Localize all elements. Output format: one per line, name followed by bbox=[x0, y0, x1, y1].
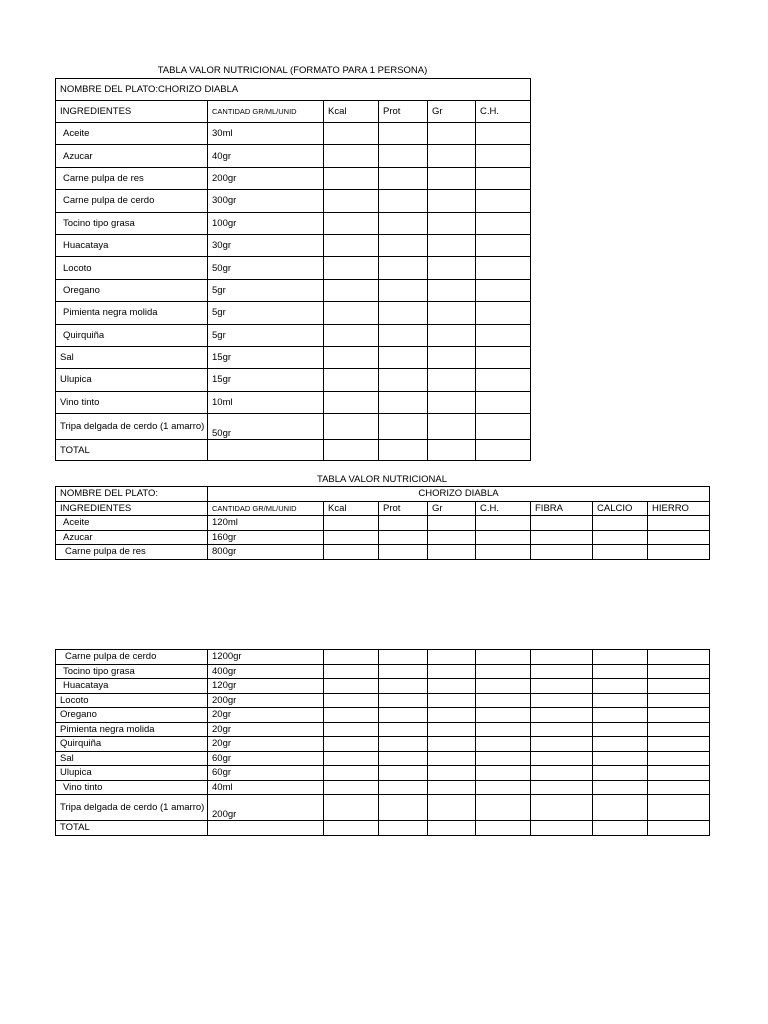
nutrient-cell[interactable] bbox=[648, 545, 710, 560]
ingredient-name: Aceite bbox=[56, 516, 208, 531]
ingredient-quantity: 300gr bbox=[208, 190, 324, 212]
nutrient-cell[interactable] bbox=[324, 302, 379, 324]
nutrient-cell[interactable] bbox=[476, 257, 531, 279]
nutrient-cell[interactable] bbox=[476, 279, 531, 301]
nutrient-cell[interactable] bbox=[648, 650, 710, 665]
ingredient-quantity: 5gr bbox=[208, 302, 324, 324]
nutrient-cell[interactable] bbox=[324, 123, 379, 145]
total-cell[interactable] bbox=[208, 440, 324, 461]
ingredient-name: Carne pulpa de res bbox=[56, 167, 208, 189]
ingredient-quantity: 400gr bbox=[208, 664, 324, 679]
nutrient-cell[interactable] bbox=[428, 795, 476, 821]
nutrient-cell[interactable] bbox=[593, 780, 648, 795]
nutrient-cell[interactable] bbox=[428, 708, 476, 723]
nutrient-cell[interactable] bbox=[428, 766, 476, 781]
nutrient-cell[interactable] bbox=[476, 679, 531, 694]
header-hierro: HIERRO bbox=[648, 501, 710, 516]
nutrient-cell[interactable] bbox=[648, 664, 710, 679]
ingredient-name: Quirquiña bbox=[56, 324, 208, 346]
nutrient-cell[interactable] bbox=[593, 664, 648, 679]
nutrient-cell[interactable] bbox=[379, 346, 428, 368]
nutrient-cell[interactable] bbox=[324, 766, 379, 781]
header-prot: Prot bbox=[379, 101, 428, 123]
nutrient-cell[interactable] bbox=[476, 650, 531, 665]
nutrient-cell[interactable] bbox=[379, 766, 428, 781]
ingredient-name: Carne pulpa de cerdo bbox=[56, 190, 208, 212]
nutrient-cell[interactable] bbox=[476, 766, 531, 781]
header-ch: C.H. bbox=[476, 101, 531, 123]
nutrient-cell[interactable] bbox=[428, 369, 476, 391]
ingredient-quantity: 100gr bbox=[208, 212, 324, 234]
nutrient-cell[interactable] bbox=[476, 123, 531, 145]
nutrient-cell[interactable] bbox=[428, 780, 476, 795]
ingredient-quantity: 15gr bbox=[208, 346, 324, 368]
nutrient-cell[interactable] bbox=[379, 780, 428, 795]
nutrient-cell[interactable] bbox=[428, 516, 476, 531]
nutrient-cell[interactable] bbox=[428, 722, 476, 737]
table-row bbox=[56, 324, 531, 346]
nutrient-cell[interactable] bbox=[428, 190, 476, 212]
nutrient-cell[interactable] bbox=[476, 346, 531, 368]
nutrient-cell[interactable] bbox=[531, 693, 593, 708]
nutrient-cell[interactable] bbox=[476, 516, 531, 531]
nutrient-cell[interactable] bbox=[379, 650, 428, 665]
total-cell[interactable] bbox=[324, 440, 379, 461]
total-cell[interactable] bbox=[379, 440, 428, 461]
ingredient-name: Ulupica bbox=[56, 369, 208, 391]
ingredient-name: Tocino tipo grasa bbox=[56, 664, 208, 679]
total-cell[interactable] bbox=[379, 821, 428, 836]
ingredient-quantity: 40gr bbox=[208, 145, 324, 167]
nutrient-cell[interactable] bbox=[531, 795, 593, 821]
table-row bbox=[56, 145, 531, 167]
header-ingredientes: INGREDIENTES bbox=[56, 101, 208, 123]
ingredient-quantity: 1200gr bbox=[208, 650, 324, 665]
nutrient-cell[interactable] bbox=[379, 279, 428, 301]
table-row bbox=[56, 530, 710, 545]
nutrient-cell[interactable] bbox=[379, 530, 428, 545]
nutrient-cell[interactable] bbox=[476, 693, 531, 708]
nutrient-cell[interactable] bbox=[476, 795, 531, 821]
table-row bbox=[56, 279, 531, 301]
ingredient-name: Azucar bbox=[56, 145, 208, 167]
total-label: TOTAL bbox=[56, 440, 208, 461]
nutrient-cell[interactable] bbox=[531, 516, 593, 531]
nutrient-cell[interactable] bbox=[324, 650, 379, 665]
nutrient-cell[interactable] bbox=[648, 751, 710, 766]
nutrient-cell[interactable] bbox=[531, 708, 593, 723]
table-row bbox=[56, 257, 531, 279]
nutrient-cell[interactable] bbox=[531, 545, 593, 560]
ingredient-quantity: 200gr bbox=[208, 795, 324, 821]
total-cell[interactable] bbox=[476, 440, 531, 461]
nutrient-cell[interactable] bbox=[379, 795, 428, 821]
ingredient-quantity: 30ml bbox=[208, 123, 324, 145]
nutrient-cell[interactable] bbox=[379, 516, 428, 531]
header-cantidad: CANTIDAD GR/ML/UNID bbox=[208, 501, 324, 516]
ingredient-name: Locoto bbox=[56, 257, 208, 279]
total-cell[interactable] bbox=[531, 821, 593, 836]
nutrient-cell[interactable] bbox=[324, 369, 379, 391]
nutrient-cell[interactable] bbox=[476, 737, 531, 752]
ingredient-name: Tocino tipo grasa bbox=[56, 212, 208, 234]
ingredient-quantity: 160gr bbox=[208, 530, 324, 545]
total-cell[interactable] bbox=[476, 821, 531, 836]
nutrient-cell[interactable] bbox=[324, 212, 379, 234]
nutrient-cell[interactable] bbox=[476, 722, 531, 737]
ingredient-name: Locoto bbox=[56, 693, 208, 708]
nutrient-cell[interactable] bbox=[428, 257, 476, 279]
nutrient-cell[interactable] bbox=[324, 751, 379, 766]
nutrient-cell[interactable] bbox=[648, 693, 710, 708]
nutrient-cell[interactable] bbox=[476, 414, 531, 440]
ingredient-quantity: 50gr bbox=[208, 257, 324, 279]
nutrient-cell[interactable] bbox=[379, 123, 428, 145]
nutrient-cell[interactable] bbox=[428, 279, 476, 301]
nutrient-cell[interactable] bbox=[593, 737, 648, 752]
nutrient-cell[interactable] bbox=[476, 369, 531, 391]
nutrient-cell[interactable] bbox=[531, 737, 593, 752]
total-cell[interactable] bbox=[428, 440, 476, 461]
table-row bbox=[56, 346, 531, 368]
nutrient-cell[interactable] bbox=[379, 722, 428, 737]
ingredient-name: Ulupica bbox=[56, 766, 208, 781]
nutrition-table-full-continued bbox=[55, 649, 710, 836]
nutrient-cell[interactable] bbox=[531, 530, 593, 545]
nutrient-cell[interactable] bbox=[379, 414, 428, 440]
header-calcio: CALCIO bbox=[593, 501, 648, 516]
table-row bbox=[56, 780, 710, 795]
nutrient-cell[interactable] bbox=[531, 780, 593, 795]
header-gr: Gr bbox=[428, 501, 476, 516]
nutrient-cell[interactable] bbox=[476, 708, 531, 723]
ingredient-quantity: 800gr bbox=[208, 545, 324, 560]
nutrient-cell[interactable] bbox=[428, 545, 476, 560]
nutrient-cell[interactable] bbox=[324, 516, 379, 531]
ingredient-name: Oregano bbox=[56, 708, 208, 723]
nutrient-cell[interactable] bbox=[476, 212, 531, 234]
nutrient-cell[interactable] bbox=[593, 530, 648, 545]
total-cell[interactable] bbox=[208, 821, 324, 836]
ingredient-quantity: 200gr bbox=[208, 167, 324, 189]
table-row bbox=[56, 234, 531, 256]
nutrient-cell[interactable] bbox=[324, 279, 379, 301]
nutrient-cell[interactable] bbox=[324, 167, 379, 189]
nutrient-cell[interactable] bbox=[476, 145, 531, 167]
nutrient-cell[interactable] bbox=[476, 324, 531, 346]
table-row bbox=[56, 650, 710, 665]
total-cell[interactable] bbox=[648, 821, 710, 836]
nutrient-cell[interactable] bbox=[593, 751, 648, 766]
nutrient-cell[interactable] bbox=[428, 167, 476, 189]
nutrient-cell[interactable] bbox=[428, 650, 476, 665]
nutrient-cell[interactable] bbox=[428, 414, 476, 440]
nutrient-cell[interactable] bbox=[531, 650, 593, 665]
nutrient-cell[interactable] bbox=[476, 167, 531, 189]
ingredient-name: Oregano bbox=[56, 279, 208, 301]
nutrient-cell[interactable] bbox=[593, 516, 648, 531]
nutrient-cell[interactable] bbox=[593, 650, 648, 665]
header-gr: Gr bbox=[428, 101, 476, 123]
table-row bbox=[56, 545, 710, 560]
nutrient-cell[interactable] bbox=[379, 302, 428, 324]
total-label: TOTAL bbox=[56, 821, 208, 836]
ingredient-quantity: 120gr bbox=[208, 679, 324, 694]
nutrient-cell[interactable] bbox=[324, 679, 379, 694]
ingredient-quantity: 40ml bbox=[208, 780, 324, 795]
ingredient-name: Carne pulpa de res bbox=[56, 545, 208, 560]
nutrient-cell[interactable] bbox=[476, 302, 531, 324]
nutrient-cell[interactable] bbox=[428, 324, 476, 346]
nutrient-cell[interactable] bbox=[324, 190, 379, 212]
nutrient-cell[interactable] bbox=[324, 545, 379, 560]
dish-name[interactable]: CHORIZO DIABLA bbox=[208, 487, 710, 502]
header-prot: Prot bbox=[379, 501, 428, 516]
ingredient-quantity: 5gr bbox=[208, 324, 324, 346]
nutrient-cell[interactable] bbox=[476, 391, 531, 413]
nutrient-cell[interactable] bbox=[476, 664, 531, 679]
ingredient-name: Vino tinto bbox=[56, 780, 208, 795]
ingredient-quantity: 20gr bbox=[208, 722, 324, 737]
nutrient-cell[interactable] bbox=[428, 737, 476, 752]
table-row bbox=[56, 414, 531, 440]
nutrient-cell[interactable] bbox=[531, 751, 593, 766]
nutrient-cell[interactable] bbox=[324, 795, 379, 821]
header-kcal: Kcal bbox=[324, 101, 379, 123]
nutrient-cell[interactable] bbox=[476, 190, 531, 212]
ingredient-quantity: 60gr bbox=[208, 766, 324, 781]
table-row bbox=[56, 679, 710, 694]
nutrient-cell[interactable] bbox=[531, 722, 593, 737]
ingredient-name: Quirquiña bbox=[56, 737, 208, 752]
table-row bbox=[56, 302, 531, 324]
nutrient-cell[interactable] bbox=[324, 324, 379, 346]
header-cantidad: CANTIDAD GR/ML/UNID bbox=[208, 101, 324, 123]
nutrient-cell[interactable] bbox=[379, 145, 428, 167]
nutrient-cell[interactable] bbox=[324, 664, 379, 679]
ingredient-name: Pimienta negra molida bbox=[56, 722, 208, 737]
nutrient-cell[interactable] bbox=[379, 167, 428, 189]
nutrient-cell[interactable] bbox=[476, 545, 531, 560]
nutrient-cell[interactable] bbox=[379, 369, 428, 391]
header-kcal: Kcal bbox=[324, 501, 379, 516]
nutrient-cell[interactable] bbox=[648, 737, 710, 752]
ingredient-quantity: 200gr bbox=[208, 693, 324, 708]
nutrient-cell[interactable] bbox=[428, 530, 476, 545]
nutrient-cell[interactable] bbox=[379, 693, 428, 708]
nutrient-cell[interactable] bbox=[379, 190, 428, 212]
nutrient-cell[interactable] bbox=[593, 722, 648, 737]
nutrient-cell[interactable] bbox=[324, 722, 379, 737]
ingredient-quantity: 20gr bbox=[208, 708, 324, 723]
nutrient-cell[interactable] bbox=[428, 664, 476, 679]
nutrient-cell[interactable] bbox=[476, 530, 531, 545]
nutrient-cell[interactable] bbox=[324, 414, 379, 440]
nutrient-cell[interactable] bbox=[379, 257, 428, 279]
ingredient-name: Sal bbox=[56, 346, 208, 368]
nutrient-cell[interactable] bbox=[648, 780, 710, 795]
nutrient-cell[interactable] bbox=[428, 145, 476, 167]
nutrient-cell[interactable] bbox=[324, 257, 379, 279]
table-row bbox=[56, 795, 710, 821]
table-row bbox=[56, 664, 710, 679]
nutrient-cell[interactable] bbox=[428, 346, 476, 368]
nutrient-cell[interactable] bbox=[593, 766, 648, 781]
nutrient-cell[interactable] bbox=[428, 212, 476, 234]
ingredient-name: Azucar bbox=[56, 530, 208, 545]
nutrient-cell[interactable] bbox=[648, 708, 710, 723]
nutrient-cell[interactable] bbox=[593, 693, 648, 708]
dish-name-cell[interactable]: NOMBRE DEL PLATO:CHORIZO DIABLA bbox=[56, 79, 531, 101]
ingredient-name: Carne pulpa de cerdo bbox=[56, 650, 208, 665]
table-row bbox=[56, 516, 710, 531]
nutrient-cell[interactable] bbox=[379, 679, 428, 694]
nutrient-cell[interactable] bbox=[648, 530, 710, 545]
table-row bbox=[56, 751, 710, 766]
table-row bbox=[56, 123, 531, 145]
nutrition-table-single bbox=[55, 78, 531, 461]
nutrient-cell[interactable] bbox=[531, 766, 593, 781]
table1-title: TABLA VALOR NUTRICIONAL (FORMATO PARA 1 PERSONA) bbox=[157, 65, 428, 76]
nutrient-cell[interactable] bbox=[428, 234, 476, 256]
ingredient-name: Huacataya bbox=[56, 234, 208, 256]
header-ingredientes: INGREDIENTES bbox=[56, 501, 208, 516]
ingredient-quantity: 15gr bbox=[208, 369, 324, 391]
nutrient-cell[interactable] bbox=[428, 693, 476, 708]
nutrient-cell[interactable] bbox=[428, 391, 476, 413]
ingredient-name: Tripa delgada de cerdo (1 amarro) bbox=[56, 795, 208, 821]
nutrient-cell[interactable] bbox=[531, 679, 593, 694]
nutrient-cell[interactable] bbox=[379, 391, 428, 413]
nutrient-cell[interactable] bbox=[379, 324, 428, 346]
nutrient-cell[interactable] bbox=[379, 737, 428, 752]
nutrient-cell[interactable] bbox=[428, 679, 476, 694]
nutrient-cell[interactable] bbox=[593, 679, 648, 694]
nutrient-cell[interactable] bbox=[476, 234, 531, 256]
ingredient-quantity: 30gr bbox=[208, 234, 324, 256]
nutrient-cell[interactable] bbox=[379, 751, 428, 766]
nutrient-cell[interactable] bbox=[379, 708, 428, 723]
ingredient-quantity: 20gr bbox=[208, 737, 324, 752]
nutrient-cell[interactable] bbox=[648, 679, 710, 694]
table-row bbox=[56, 190, 531, 212]
total-cell[interactable] bbox=[324, 821, 379, 836]
nutrient-cell[interactable] bbox=[593, 545, 648, 560]
ingredient-quantity: 50gr bbox=[208, 414, 324, 440]
dish-label: NOMBRE DEL PLATO: bbox=[56, 487, 208, 502]
nutrient-cell[interactable] bbox=[379, 545, 428, 560]
nutrient-cell[interactable] bbox=[428, 751, 476, 766]
ingredient-quantity: 5gr bbox=[208, 279, 324, 301]
nutrient-cell[interactable] bbox=[648, 795, 710, 821]
nutrient-cell[interactable] bbox=[476, 780, 531, 795]
nutrient-cell[interactable] bbox=[428, 302, 476, 324]
nutrient-cell[interactable] bbox=[324, 780, 379, 795]
nutrient-cell[interactable] bbox=[324, 234, 379, 256]
nutrition-table-full bbox=[55, 486, 710, 560]
table-row bbox=[56, 167, 531, 189]
nutrient-cell[interactable] bbox=[648, 516, 710, 531]
ingredient-quantity: 10ml bbox=[208, 391, 324, 413]
nutrient-cell[interactable] bbox=[476, 751, 531, 766]
table-row bbox=[56, 766, 710, 781]
table-row bbox=[56, 722, 710, 737]
table-row bbox=[56, 693, 710, 708]
header-ch: C.H. bbox=[476, 501, 531, 516]
nutrient-cell[interactable] bbox=[324, 346, 379, 368]
nutrient-cell[interactable] bbox=[379, 664, 428, 679]
ingredient-quantity: 60gr bbox=[208, 751, 324, 766]
nutrient-cell[interactable] bbox=[531, 664, 593, 679]
ingredient-name: Vino tinto bbox=[56, 391, 208, 413]
table-row bbox=[56, 737, 710, 752]
ingredient-name: Pimienta negra molida bbox=[56, 302, 208, 324]
nutrient-cell[interactable] bbox=[324, 530, 379, 545]
nutrient-cell[interactable] bbox=[648, 722, 710, 737]
nutrient-cell[interactable] bbox=[593, 708, 648, 723]
nutrient-cell[interactable] bbox=[324, 708, 379, 723]
ingredient-quantity: 120ml bbox=[208, 516, 324, 531]
ingredient-name: Tripa delgada de cerdo (1 amarro) bbox=[56, 414, 208, 440]
total-cell[interactable] bbox=[428, 821, 476, 836]
nutrient-cell[interactable] bbox=[324, 693, 379, 708]
table-row bbox=[56, 212, 531, 234]
ingredient-name: Aceite bbox=[56, 123, 208, 145]
table-row bbox=[56, 708, 710, 723]
nutrient-cell[interactable] bbox=[593, 795, 648, 821]
nutrient-cell[interactable] bbox=[648, 766, 710, 781]
total-cell[interactable] bbox=[593, 821, 648, 836]
nutrient-cell[interactable] bbox=[324, 391, 379, 413]
nutrient-cell[interactable] bbox=[428, 123, 476, 145]
ingredient-name: Sal bbox=[56, 751, 208, 766]
header-fibra: FIBRA bbox=[531, 501, 593, 516]
nutrient-cell[interactable] bbox=[324, 145, 379, 167]
nutrient-cell[interactable] bbox=[324, 737, 379, 752]
table-row bbox=[56, 391, 531, 413]
table-row bbox=[56, 369, 531, 391]
table2-title: TABLA VALOR NUTRICIONAL bbox=[316, 474, 448, 485]
ingredient-name: Huacataya bbox=[56, 679, 208, 694]
nutrient-cell[interactable] bbox=[379, 234, 428, 256]
nutrient-cell[interactable] bbox=[379, 212, 428, 234]
